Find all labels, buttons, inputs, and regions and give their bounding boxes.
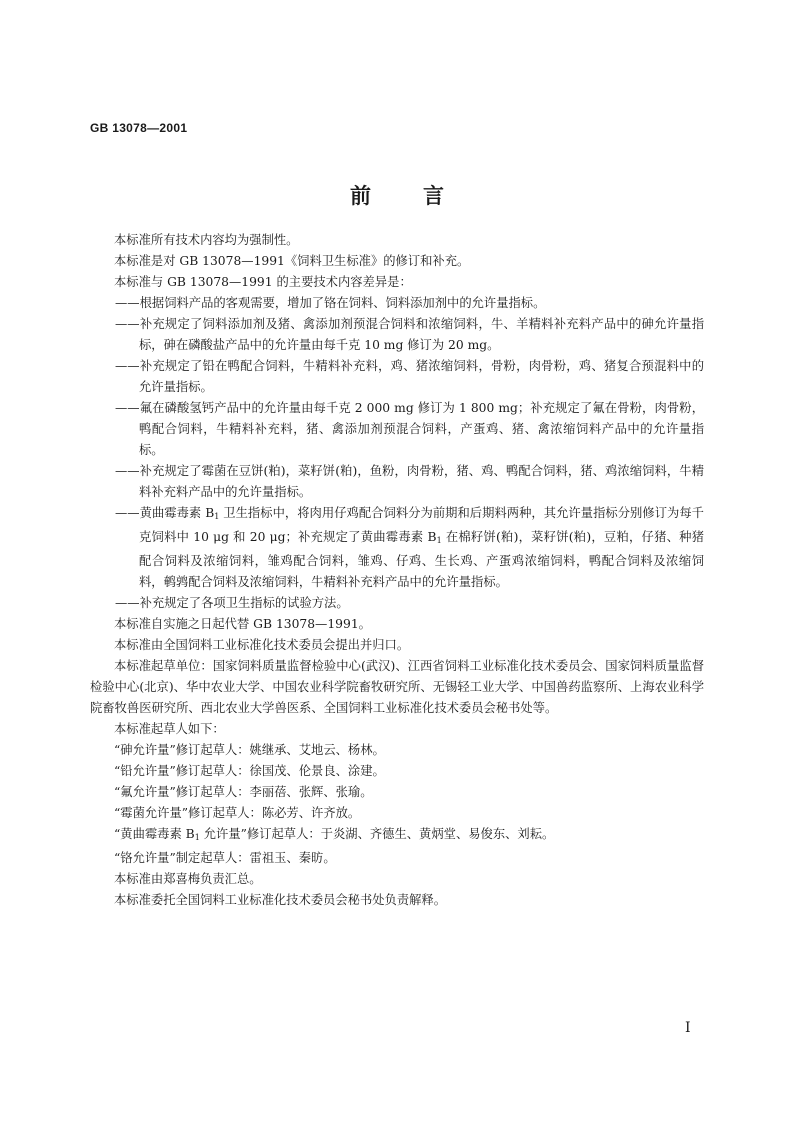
text-segment: ——黄曲霉毒素 B — [115, 506, 215, 520]
standard-code: GB 13078—2001 — [90, 121, 188, 135]
paragraph: 本标准起草人如下： — [114, 722, 225, 736]
dash-item — [90, 503, 704, 593]
paragraph: “铬允许量”制定起草人：雷祖玉、秦昉。 — [114, 851, 336, 865]
paragraph: 本标准委托全国饲料工业标准化技术委员会秘书处负责解释。 — [114, 893, 447, 907]
paragraph: 本标准所有技术内容均为强制性。 — [114, 233, 299, 247]
paragraph: 本标准起草单位：国家饲料质量监督检验中心(武汉)、江西省饲料工业标准化技术委员会、国家饲料质量监督检验中心(北京)、华中农业大学、中国农业科学院畜牧研究所、无锡轻工业大学、中国兽药监察所、上海农业科学院畜牧兽医研究所、西北农业大学兽医系、全国饲料工业标准化技术委员会秘书处等。 — [90, 659, 704, 715]
text-segment: 卫生指标中，将肉用仔鸡配合饲料分为前期和后期料两种，其允许量指标分别修订为每千克饲料中 10 μg 和 20 μg；补充规定了黄曲霉毒素 B — [139, 506, 704, 544]
paragraph: “砷允许量”修订起草人：姚继承、艾地云、杨林。 — [114, 743, 385, 757]
dash-item: ——补充规定了饲料添加剂及猪、禽添加剂预混合饲料和浓缩饲料，牛、羊精料补充料产品中的砷允许量指标，砷在磷酸盐产品中的允许量由每千克 10 mg 修订为 20 mg。 — [115, 317, 704, 352]
subscript: 1 — [214, 512, 220, 521]
text-segment: 允许量”修订起草人：于炎湖、齐德生、黄炳堂、易俊东、刘耘。 — [199, 827, 555, 841]
dash-item: ——氟在磷酸氢钙产品中的允许量由每千克 2 000 mg 修订为 1 800 mg；补充规定了氟在骨粉，肉骨粉，鸭配合饲料，牛精料补充料，猪、禽添加剂预混合饲料，产蛋鸡、猪、禽浓缩饲料产品中的允许量指标。 — [115, 401, 704, 457]
text-segment: “黄曲霉毒素 B — [114, 827, 195, 841]
paragraph — [90, 824, 704, 848]
paragraph: 本标准由全国饲料工业标准化技术委员会提出并归口。 — [114, 638, 410, 652]
dash-item: ——根据饲料产品的客观需要，增加了铬在饲料、饲料添加剂中的允许量指标。 — [115, 296, 546, 310]
subscript: 1 — [436, 536, 442, 545]
paragraph: “氟允许量”修订起草人：李丽蓓、张辉、张瑜。 — [114, 785, 373, 799]
page-title: 前言 — [350, 183, 496, 208]
paragraph: 本标准由郑喜梅负责汇总。 — [114, 872, 262, 886]
paragraph: 本标准是对 GB 13078—1991《饲料卫生标准》的修订和补充。 — [114, 254, 470, 268]
dash-item: ——补充规定了各项卫生指标的试验方法。 — [115, 596, 349, 610]
paragraph: “霉菌允许量”修订起草人：陈必芳、许齐放。 — [114, 806, 361, 820]
subscript: 1 — [194, 833, 200, 842]
page-number: I — [685, 1020, 691, 1036]
dash-item: ——补充规定了铅在鸭配合饲料，牛精料补充料，鸡、猪浓缩饲料，骨粉，肉骨粉，鸡、猪复合预混料中的允许量指标。 — [115, 359, 704, 394]
paragraph: “铅允许量”修订起草人：徐国茂、伦景良、涂建。 — [114, 764, 385, 778]
paragraph: 本标准与 GB 13078—1991 的主要技术内容差异是： — [114, 275, 412, 289]
paragraph: 本标准自实施之日起代替 GB 13078—1991。 — [114, 617, 371, 631]
foreword-body — [90, 230, 704, 911]
dash-item: ——补充规定了霉菌在豆饼(粕)，菜籽饼(粕)，鱼粉，肉骨粉，猪、鸡、鸭配合饲料，猪、鸡浓缩饲料，牛精料补充料产品中的允许量指标。 — [115, 464, 704, 499]
text-segment: 在棉籽饼(粕)，菜籽饼(粕)，豆粕，仔猪、种猪配合饲料及浓缩饲料，雏鸡配合饲料，雏鸡、仔鸡、生长鸡、产蛋鸡浓缩饲料，鸭配合饲料及浓缩饲料，鹌鹑配合饲料及浓缩饲料，牛精料补充料产品中的允许量指标。 — [139, 530, 704, 589]
